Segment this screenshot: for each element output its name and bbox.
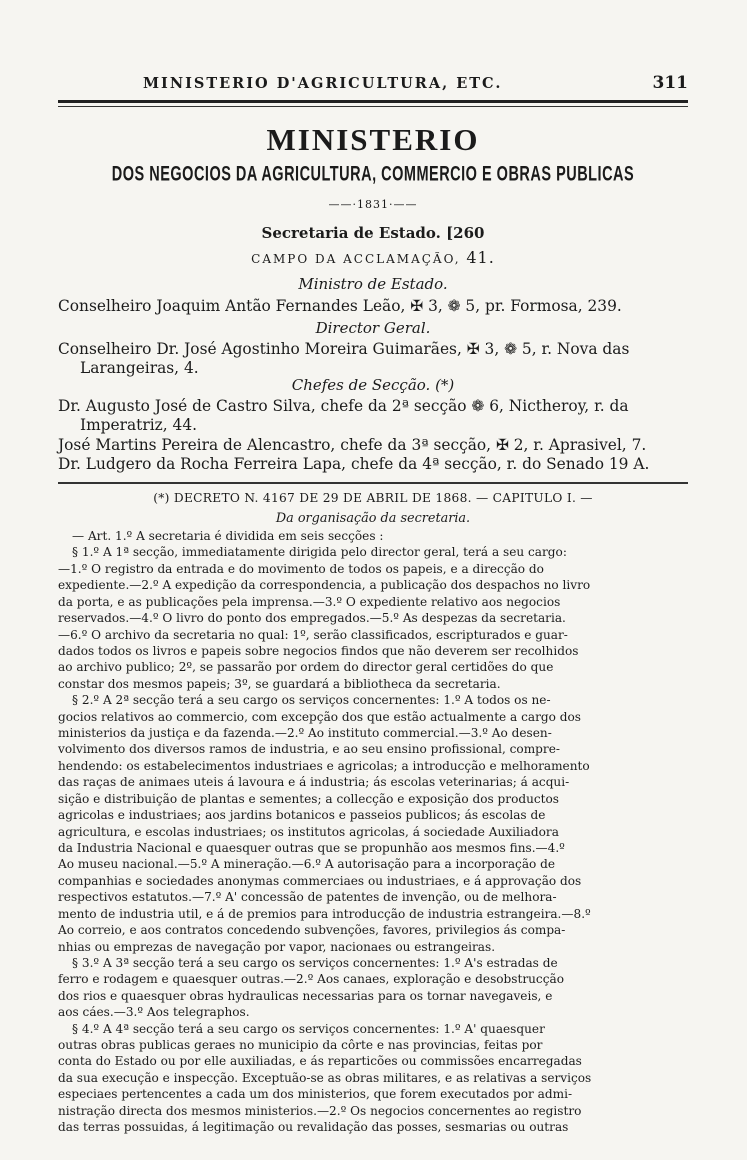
footnote-line: dados todos os livros e papeis sobre negocios findos que não deverem ser recolhidos <box>58 643 579 658</box>
footnote-line: volvimento dos diversos ramos de industria, e ao seu ensino profissional, compre- <box>58 742 560 757</box>
footnote-line: § 2.º A 2ª secção terá a seu cargo os serviços concernentes: 1.º A todos os ne- <box>72 693 551 708</box>
footnote-line: da Industria Nacional e quaesquer outras que se propunhão aos mesmos fins.—4.º <box>58 840 565 855</box>
footnote-line: nhias ou emprezas de navegação por vapor, nacionaes ou estrangeiras. <box>58 939 496 954</box>
footnote-rule <box>58 482 688 484</box>
chefes-label: Chefes de Secção. (*) <box>291 376 455 394</box>
footnote-line: sição e distribuição de plantas e sementes; a collecção e exposição dos productos <box>58 791 560 806</box>
running-header <box>58 73 688 97</box>
director-entry-line2: Larangeiras, 4. <box>80 359 199 377</box>
ministry-subtitle: DOS NEGOCIOS DA AGRICULTURA, COMMERCIO E OBRAS PUBLICAS <box>111 163 635 187</box>
footnote-line: especiaes pertencentes a cada um dos ministerios, que forem executados por admi- <box>58 1087 573 1102</box>
footnote-line: hendendo: os estabelecimentos industriaes e agricolas; a introducção e melhoramento <box>58 758 590 773</box>
header-title: MINISTERIO D'AGRICULTURA, ETC. <box>143 75 503 92</box>
footnote-line: ferro e rodagem e quaesquer outras.—2.º Aos canaes, exploração e desobstrucção <box>58 972 564 987</box>
secretaria-title: Secretaria de Estado. [260 <box>261 224 485 242</box>
footnote-decree: (*) DECRETO N. 4167 DE 29 DE ABRIL DE 1868. — CAPITULO I. — <box>153 491 593 505</box>
footnote-line: Ao museu nacional.—5.º A mineração.—6.º A autorisação para a incorporação de <box>58 857 556 872</box>
footnote-line: expediente.—2.º A expedição da correspondencia, a publicação dos despachos no livro <box>58 578 591 593</box>
chefe-entry-1-line1: Dr. Augusto José de Castro Silva, chefe da 2ª secção ❁ 6, Nictheroy, r. da <box>58 397 629 415</box>
footnote-line: agricolas e industriaes; aos jardins botanicos e passeios publicos; ás escolas de <box>58 808 546 823</box>
footnote-line: aos cáes.—3.º Aos telegraphos. <box>58 1005 250 1020</box>
footnote-line: § 1.º A 1ª secção, immediatamente dirigida pelo director geral, terá a seu cargo: <box>72 545 567 560</box>
ministro-entry: Conselheiro Joaquim Antão Fernandes Leão, ✠ 3, ❁ 5, pr. Formosa, 239. <box>58 297 622 315</box>
footnote-line: agricultura, e escolas industriaes; os institutos agricolas, á sociedade Auxiliadora <box>58 824 559 839</box>
address-label: CAMPO DA ACCLAMAÇÃO, <box>251 252 461 266</box>
footnote-line: dos rios e quaesquer obras hydraulicas necessarias para os tornar navegaveis, e <box>58 988 553 1003</box>
footnote-line: Ao correio, e aos contratos concedendo subvenções, favores, privilegios ás compa- <box>58 923 566 938</box>
footnote-line: — Art. 1.º A secretaria é dividida em seis secções : <box>72 529 384 543</box>
page-number: 311 <box>652 73 688 93</box>
footnote-line: —6.º O archivo da secretaria no qual: 1º, serão classificados, escripturados e guar- <box>58 627 568 642</box>
footnote-line: conta do Estado ou por elle auxiliadas, e ás reparticões ou commissões encarregadas <box>58 1054 582 1069</box>
header-rule <box>58 100 688 103</box>
footnote-line: das terras possuidas, á legitimação ou revalidação das posses, sesmarias ou outras <box>58 1120 569 1135</box>
footnote-line: nistração directa dos mesmos ministerios.—2.º Os negocios concernentes ao registro <box>58 1103 582 1118</box>
footnote-line: da sua execução e inspecção. Exceptuão-se as obras militares, e as relativas a serviços <box>58 1070 592 1085</box>
footnote-line: outras obras publicas geraes no municipio da côrte e nas provincias, feitas por <box>58 1038 543 1053</box>
ministro-label: Ministro de Estado. <box>298 275 448 293</box>
footnote-line: ao archivo publico; 2º, se passarão por ordem do director geral certidões do que <box>58 660 554 675</box>
chefe-entry-2: José Martins Pereira de Alencastro, chefe da 3ª secção, ✠ 2, r. Aprasivel, 7. <box>58 436 647 454</box>
footnote-line: ministerios da justiça e da fazenda.—2.º Ao instituto commercial.—3.º Ao desen- <box>58 726 552 741</box>
footnote-line: respectivos estatutos.—7.º A' concessão de patentes de invenção, ou de melhora- <box>58 890 557 905</box>
footnote-line: § 3.º A 3ª secção terá a seu cargo os serviços concernentes: 1.º A's estradas de <box>72 955 558 970</box>
address-number: 41. <box>466 248 495 267</box>
footnote-line: da porta, e as publicações pela imprensa.—3.º O expediente relativo aos negocios <box>58 594 561 609</box>
footnote-line: —1.º O registro da entrada e do movimento de todos os papeis, e a direcção do <box>58 561 544 576</box>
footnote-line: das raças de animaes uteis á lavoura e á industria; ás escolas veterinarias; á acqui- <box>58 775 570 790</box>
ornament-divider: ——·1831·—— <box>328 198 418 211</box>
footnote-line: reservados.—4.º O livro do ponto dos empregados.—5.º As despezas da secretaria. <box>58 611 566 626</box>
director-label: Director Geral. <box>315 319 431 337</box>
header-rule-thin <box>58 106 688 107</box>
footnote-line: companhias e sociedades anonymas commerciaes ou industriaes, e á approvação dos <box>58 873 582 888</box>
footnote-line: § 4.º A 4ª secção terá a seu cargo os serviços concernentes: 1.º A' quaesquer <box>72 1021 545 1036</box>
chefe-entry-1-line2: Imperatriz, 44. <box>80 416 198 434</box>
chefe-entry-3: Dr. Ludgero da Rocha Ferreira Lapa, chefe da 4ª secção, r. do Senado 19 A. <box>58 455 650 473</box>
footnote-line: mento de industria util, e á de premios para introducção de industria estrangeira.—8.º <box>58 906 591 921</box>
director-entry-line1: Conselheiro Dr. José Agostinho Moreira Guimarães, ✠ 3, ❁ 5, r. Nova das <box>58 340 630 358</box>
ministry-title: MINISTERIO <box>266 122 480 157</box>
footnote-subtitle: Da organisação da secretaria. <box>275 511 471 526</box>
footnote-line: gocios relativos ao commercio, com excepção dos que estão actualmente a cargo dos <box>58 709 581 724</box>
secretaria-address <box>58 248 688 267</box>
footnote-line: constar dos mesmos papeis; 3º, se guardará a bibliotheca da secretaria. <box>58 676 501 691</box>
